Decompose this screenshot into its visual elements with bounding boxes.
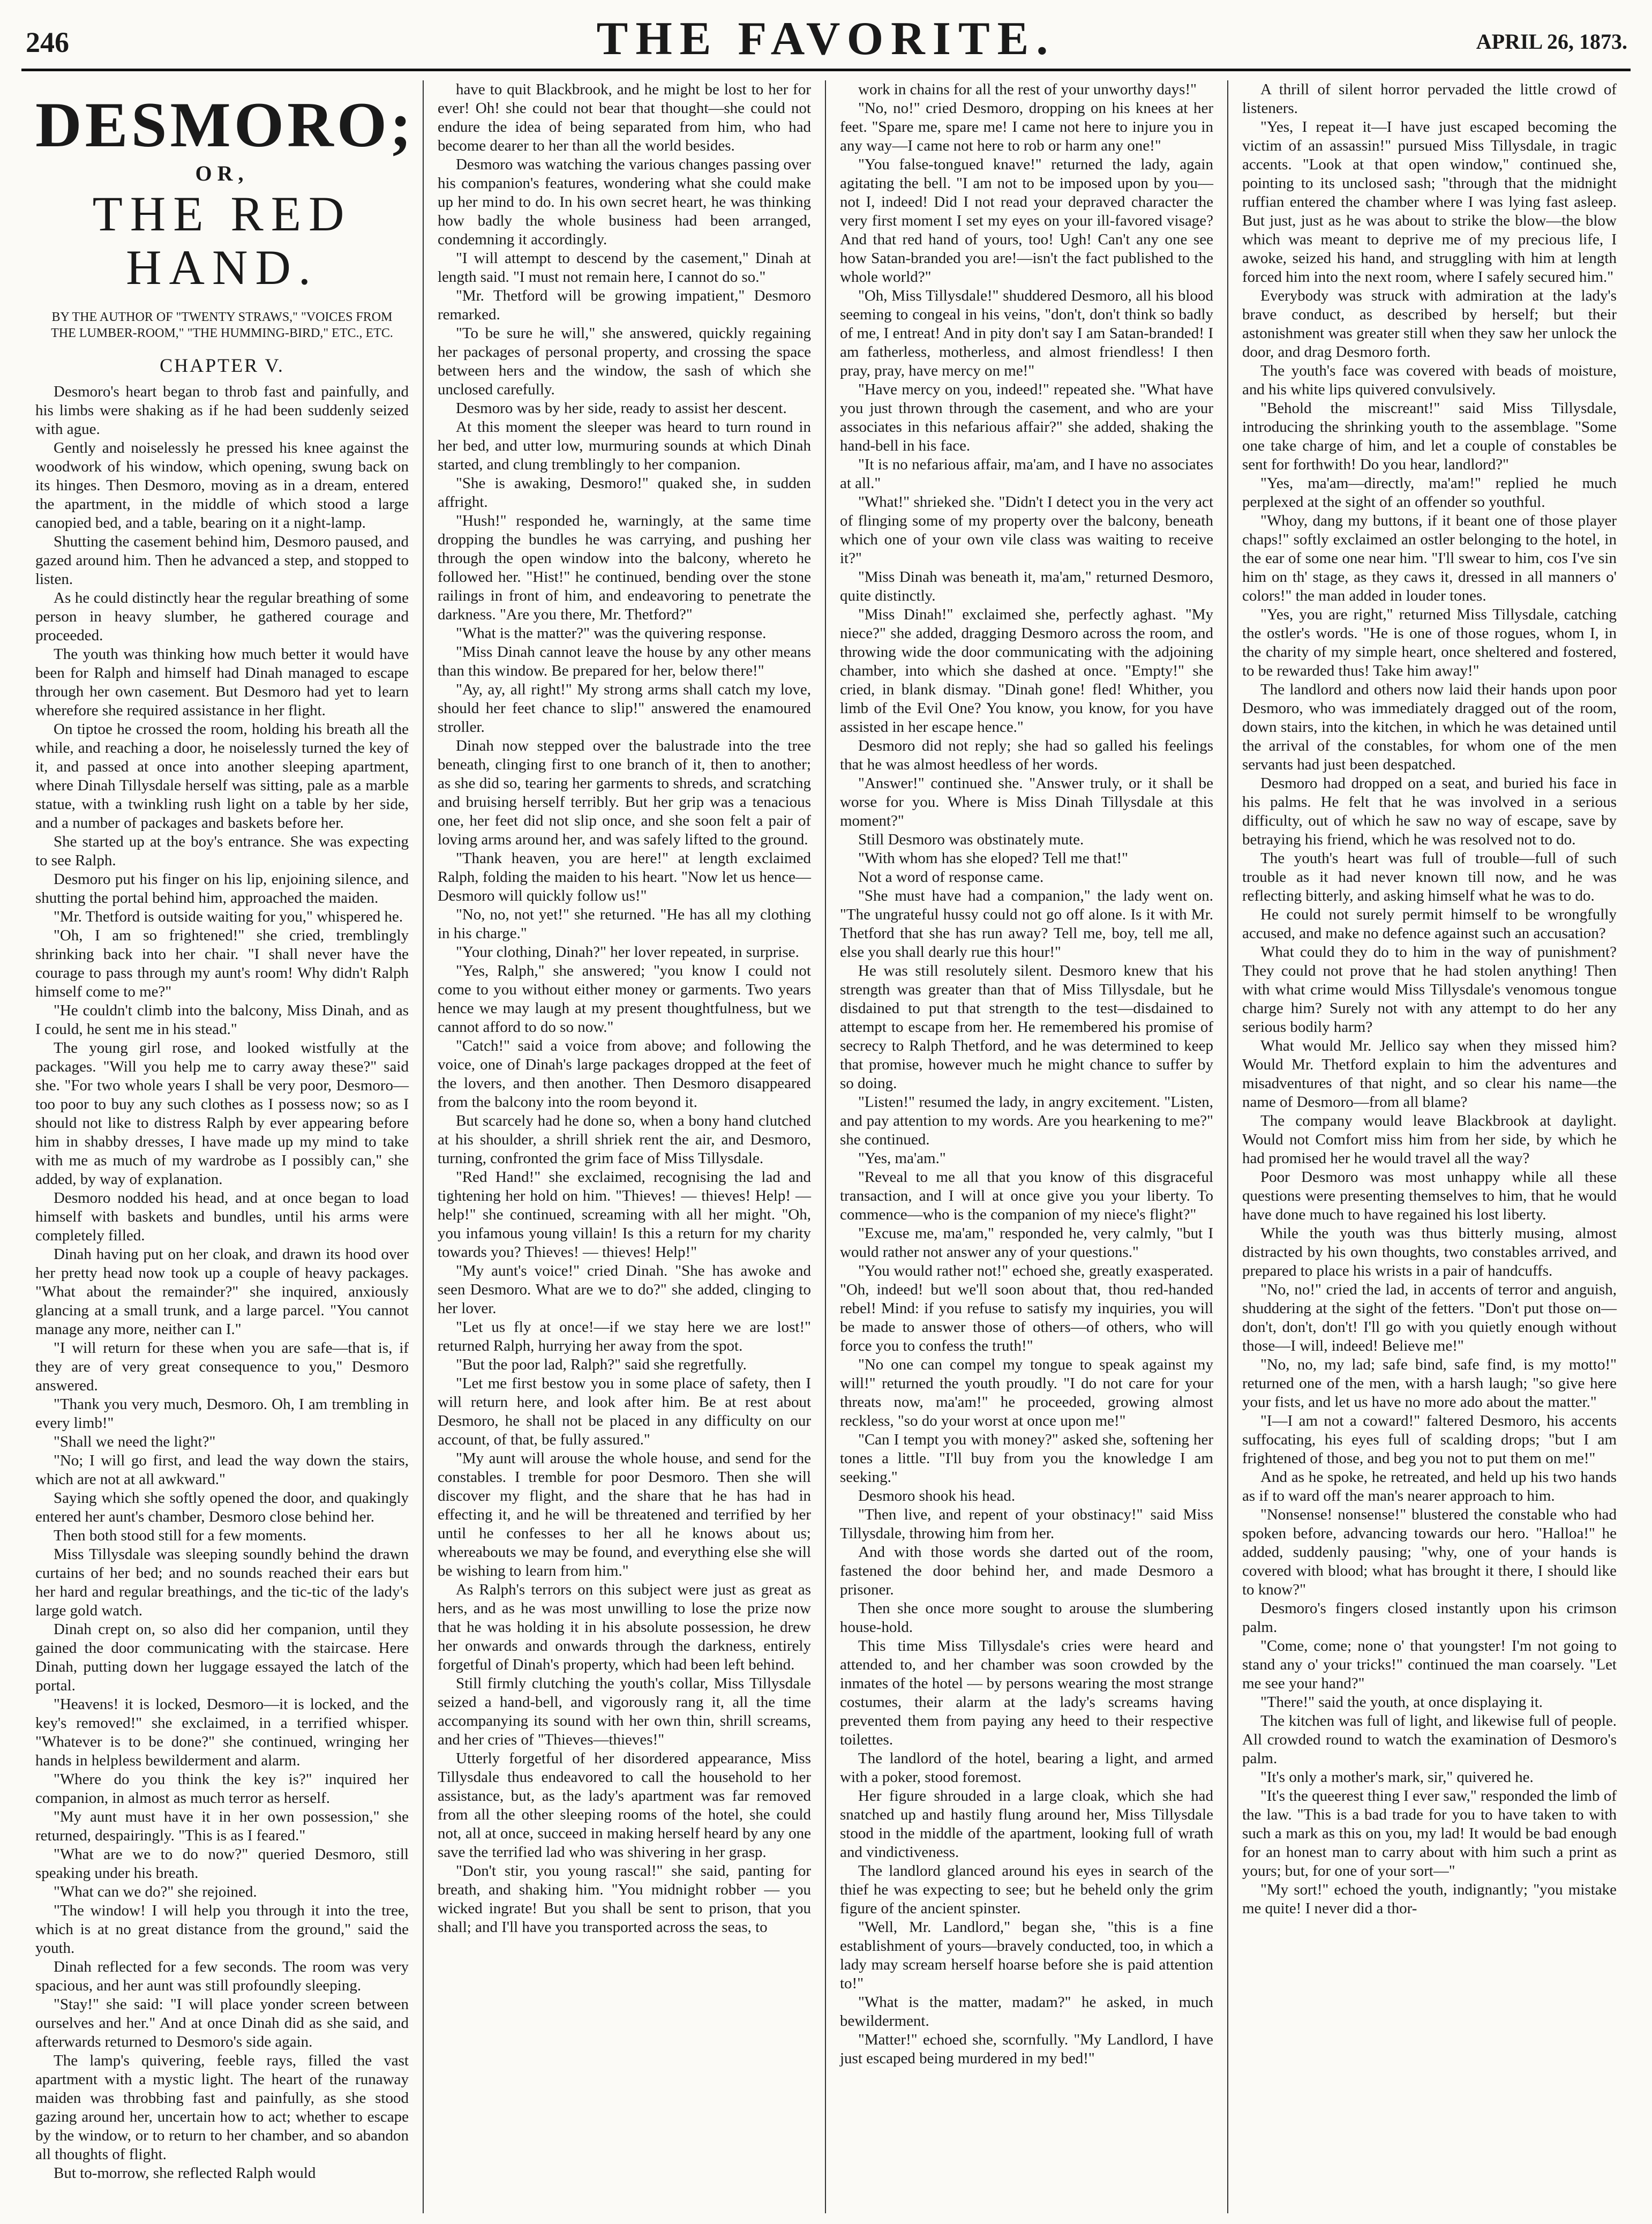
paragraph: On tiptoe he crossed the room, holding his breath all the while, and reaching a door, he noiselessly turned the key of it, and passed at once into another sleeping apartment, where Dinah Tillysdale herself was sitting, pale as a marble statue, with a twinkling rush light on a table by her side, and a number of packages and baskets before her. xyxy=(35,721,409,832)
paragraph: Dinah now stepped over the balustrade into the tree beneath, clinging first to one branch of it, then to another; as she did so, tearing her garments to shreds, and scratching and bruising herself terribly. But her grip was a tenacious one, her feet did not slip once, and she soon felt a pair of loving arms around her, and was safely lifted to the ground. xyxy=(438,737,811,848)
paragraph: "You false-tongued knave!" returned the lady, again agitating the bell. "I am not to be imposed upon by you—not I, indeed! Did I not read your depraved character the very first moment I set my eyes on your ill-favored visage? And that red hand of yours, too! Ugh! Can't any one see how Satan-branded you are!—isn't the fact published to the whole world?" xyxy=(840,156,1213,286)
paragraph: "Let us fly at once!—if we stay here we are lost!" returned Ralph, hurrying her away from the spot. xyxy=(438,1319,811,1354)
story-subtitle: THE RED HAND. xyxy=(92,186,352,295)
paragraph: The youth's face was covered with beads of moisture, and his white lips quivered convulsively. xyxy=(1242,362,1617,398)
masthead: THE FAVORITE. xyxy=(596,13,1056,65)
paragraph: "Come, come; none o' that youngster! I'm not going to stand any o' your tricks!" continued the man coarsely. "Let me see your hand?" xyxy=(1242,1637,1617,1692)
paragraph: But scarcely had he done so, when a bony hand clutched at his shoulder, a shrill shriek rent the air, and Desmoro, turning, confronted the grim face of Miss Tillysdale. xyxy=(438,1112,811,1167)
paragraph: "Thank you very much, Desmoro. Oh, I am trembling in every limb!" xyxy=(35,1396,409,1432)
chapter-heading: CHAPTER V. xyxy=(160,355,284,376)
paragraph: "What can we do?" she rejoined. xyxy=(54,1883,257,1900)
paragraph: "Thank heaven, you are here!" at length exclaimed Ralph, folding the maiden to his heart. "Now let us hence—Desmoro will quickly follow us!" xyxy=(438,850,811,904)
paragraph: "The window! I will help you through it into the tree, which is at no great distance from the ground," said the youth. xyxy=(35,1902,409,1957)
paragraph: "But the poor lad, Ralph?" said she regretfully. xyxy=(456,1356,747,1373)
paragraph: "My sort!" echoed the youth, indignantly; "you mistake me quite! I never did a thor- xyxy=(1242,1881,1617,1917)
paragraph: "Have mercy on you, indeed!" repeated she. "What have you just thrown through the casement, and who are your associates in this nefarious affair?" she added, shaking the hand-bell in his face. xyxy=(840,381,1213,454)
text-columns xyxy=(21,80,1631,2213)
paragraph: "My aunt's voice!" cried Dinah. "She has awoke and seen Desmoro. What are we to do?" she added, clinging to her lover. xyxy=(438,1262,811,1317)
paragraph: Dinah reflected for a few seconds. The room was very spacious, and her aunt was still profoundly sleeping. xyxy=(35,1958,409,1994)
paragraph: Desmoro was by her side, ready to assist her descent. xyxy=(456,400,787,417)
paragraph: "Whoy, dang my buttons, if it beant one of those player chaps!" softly exclaimed an ostler belonging to the hotel, in the ear of some one near him. "I'll swear to him, cos I've sin him on th' stage, as they caws it, dressed in all manners o' colors!" the man added in louder tones. xyxy=(1242,512,1617,604)
paragraph: Not a word of response came. xyxy=(858,868,1044,886)
column-body xyxy=(35,383,409,2183)
paragraph: "Let me first bestow you in some place of safety, then I will return here, and look after him. Be at rest about Desmoro, he shall not be placed in any difficulty on our account, of that, be fully assured." xyxy=(438,1375,811,1448)
paragraph: "What is the matter, madam?" he asked, in much bewilderment. xyxy=(840,1994,1213,2030)
paragraph: She started up at the boy's entrance. She was expecting to see Ralph. xyxy=(35,833,409,869)
paragraph: "Where do you think the key is?" inquired her companion, in almost as much terror as herself. xyxy=(35,1771,409,1807)
paragraph: Desmoro did not reply; she had so galled his feelings that he was almost heedless of her words. xyxy=(840,737,1213,773)
paragraph: Desmoro's heart began to throb fast and painfully, and his limbs were shaking as if he had been suddenly seized with ague. xyxy=(35,383,409,438)
paragraph: "Nonsense! nonsense!" blustered the constable who had spoken before, advancing towards our hero. "Halloa!" he added, suddenly pausing; "why, one of your hands is covered with blood; what has brought it there, I should like to know?" xyxy=(1242,1506,1617,1598)
paragraph: "There!" said the youth, at once displaying it. xyxy=(1260,1694,1543,1711)
paragraph: Desmoro shook his head. xyxy=(858,1487,1016,1504)
paragraph: "My aunt must have it in her own possession," she returned, despairingly. "This is as I feared." xyxy=(35,1808,409,1844)
column-body xyxy=(1242,80,1617,1918)
paragraph: "It's the queerest thing I ever saw," responded the limb of the law. "This is a bad trade for you to have taken to with such a mark as this on you, my lad! It would be bad enough for an honest man to carry about with him such a print as yours; but, for one of your sort—" xyxy=(1242,1787,1617,1879)
paragraph: "Your clothing, Dinah?" her lover repeated, in surprise. xyxy=(456,943,799,961)
paragraph: "My aunt will arouse the whole house, and send for the constables. I tremble for poor Desmoro. Then she will discover my flight, and the share that he has had in effecting it, and he will be threatened and terrified by her until he confesses to her all he knows about us; whereabouts we may be found, and everything else she will be wishing to learn from him." xyxy=(438,1450,811,1579)
paragraph: Dinah having put on her cloak, and drawn its hood over her pretty head now took up a couple of heavy packages. "What about the remainder?" she inquired, anxiously glancing at a small trunk, and a large parcel. "You cannot manage any more, neither can I." xyxy=(35,1246,409,1338)
paragraph: "No, no, my lad; safe bind, safe find, is my motto!" returned one of the men, with a harsh laugh; "so give here your fists, and let us have no more ado about the matter." xyxy=(1242,1356,1617,1411)
paragraph: "Oh, Miss Tillysdale!" shuddered Desmoro, all his blood seeming to congeal in his veins, "don't, don't think so badly of me, I entreat! And in pity don't say I am Satan-branded! I am fatherless, motherless, and almost friendless! I then pray, pray, have mercy on me!" xyxy=(840,287,1213,379)
paragraph: "She must have had a companion," the lady went on. "The ungrateful hussy could not go off alone. Is it with Mr. Thetford that she has run away? Tell me, boy, tell me all, else you shall dearly rue this hour!" xyxy=(840,887,1213,961)
paragraph: Utterly forgetful of her disordered appearance, Miss Tillysdale thus endeavored to call the household to her assistance, but, as the lady's apartment was far removed from all the other sleeping rooms of the hotel, she could not, all at once, succeed in making herself heard by any one save the terrified lad who was shivering in her grasp. xyxy=(438,1750,811,1861)
column-4 xyxy=(1228,80,1631,2213)
paragraph: Desmoro had dropped on a seat, and buried his face in his palms. He felt that he was involved in a serious difficulty, out of which he saw no way of escape, save by betraying his friend, which he was resolved not to do. xyxy=(1242,775,1617,848)
paragraph: What could they do to him in the way of punishment? They could not prove that he had stolen anything! Then with what crime would Miss Tillysdale's venomous tongue charge him? Surely not with any attempt to do her any serious bodily harm? xyxy=(1242,943,1617,1036)
paragraph: "No one can compel my tongue to speak against my will!" returned the youth proudly. "I do not care for your threats now, ma'am!" he proceeded, growing almost reckless, "so do your worst at once upon me!" xyxy=(840,1356,1213,1429)
paragraph: Poor Desmoro was most unhappy while all these questions were presenting themselves to him, that he would have done much to have regained his lost liberty. xyxy=(1242,1169,1617,1223)
paragraph: "Red Hand!" she exclaimed, recognising the lad and tightening her hold on him. "Thieves! — thieves! Help! — help!" she continued, screaming with all her might. "Oh, you infamous young villain! Is this a return for my charity towards you? Thieves! — thieves! Help!" xyxy=(438,1169,811,1261)
paragraph: Still Desmoro was obstinately mute. xyxy=(858,831,1084,848)
paragraph: "I—I am not a coward!" faltered Desmoro, his accents suffocating, his eyes full of scalding drops; "but I am frightened of those, and beg you not to put them on me!" xyxy=(1242,1412,1617,1467)
paragraph: "With whom has she eloped? Tell me that!" xyxy=(858,850,1128,867)
page-header xyxy=(21,10,1631,71)
paragraph: "Can I tempt you with money?" asked she, softening her tones a little. "I'll buy from you the knowledge I am seeking." xyxy=(840,1431,1213,1486)
paragraph: The youth's heart was full of trouble—full of such trouble as it had never known till now, and he was reflecting bitterly, and asking himself what he was to do. xyxy=(1242,850,1617,904)
paragraph: work in chains for all the rest of your unworthy days!" xyxy=(858,81,1197,98)
paragraph: Desmoro put his finger on his lip, enjoining silence, and shutting the portal behind him, approached the maiden. xyxy=(35,871,409,907)
story-title-block xyxy=(35,89,415,295)
paragraph: The young girl rose, and looked wistfully at the packages. "Will you help me to carry away these?" said she. "For two whole years I shall be very poor, Desmoro—too poor to buy any such clothes as I possess now; so as I should not like to distress Ralph by ever appearing before him in shabby dresses, I have made up my mind to take with me as much of my wardrobe as I possibly can," she added, by way of explanation. xyxy=(35,1039,409,1188)
paragraph: "It's only a mother's mark, sir," quivered he. xyxy=(1260,1769,1534,1786)
paragraph: "Heavens! it is locked, Desmoro—it is locked, and the key's removed!" she exclaimed, in a terrified whisper. "Whatever is to be done?" she continued, wringing her hands in helpless bewilderment and alarm. xyxy=(35,1696,409,1769)
paragraph: "You would rather not!" echoed she, greatly exasperated. "Oh, indeed! but we'll soon about that, thou red-handed rebel! Mind: if you refuse to satisfy my inquiries, you will be made to answer those of others—of others, who will force you to confess the truth!" xyxy=(840,1262,1213,1354)
paragraph: "Oh, I am so frightened!" she cried, tremblingly shrinking back into her chair. "I shall never have the courage to pass through my aunt's room! Why didn't Ralph himself come to me?" xyxy=(35,927,409,1000)
paragraph: "Miss Dinah was beneath it, ma'am," returned Desmoro, quite distinctly. xyxy=(840,568,1213,604)
paragraph: Miss Tillysdale was sleeping soundly behind the drawn curtains of her bed; and no sounds reached their ears but her hard and regular breathings, and the tic-tic of the lady's large gold watch. xyxy=(35,1546,409,1619)
page-number: 246 xyxy=(26,26,69,58)
paragraph: have to quit Blackbrook, and he might be lost to her for ever! Oh! she could not bear that thought—she could not endure the idea of being separated from him, who had become dearer to her than all the world besides. xyxy=(438,81,811,154)
paragraph: "Then live, and repent of your obstinacy!" said Miss Tillysdale, throwing him from her. xyxy=(840,1506,1213,1542)
paragraph: As he could distinctly hear the regular breathing of some person in heavy slumber, he gathered courage and proceeded. xyxy=(35,589,409,644)
paragraph: "Listen!" resumed the lady, in angry excitement. "Listen, and pay attention to my words. Are you hearkening to me?" she continued. xyxy=(840,1094,1213,1148)
paragraph: "No; I will go first, and lead the way down the stairs, which are not at all awkward." xyxy=(35,1452,409,1488)
paragraph: The company would leave Blackbrook at daylight. Would not Comfort miss him from her side, by which he had promised her he would travel all the way? xyxy=(1242,1112,1617,1167)
column-3 xyxy=(826,80,1228,2213)
paragraph: "Miss Dinah cannot leave the house by any other means than this window. Be prepared for her, below there!" xyxy=(438,643,811,679)
paragraph: "Shall we need the light?" xyxy=(54,1433,216,1450)
paragraph: "No, no, not yet!" she returned. "He has all my clothing in his charge." xyxy=(438,906,811,942)
paragraph: "Catch!" said a voice from above; and following the voice, one of Dinah's large packages dropped at the feet of the lovers, and then another. Then Desmoro disappeared from the balcony into the room beyond it. xyxy=(438,1037,811,1111)
paragraph: The kitchen was full of light, and likewise full of people. All crowded round to watch the examination of Desmoro's palm. xyxy=(1242,1712,1617,1767)
paragraph: Then both stood still for a few moments. xyxy=(54,1527,306,1544)
paragraph: Her figure shrouded in a large cloak, which she had snatched up and hastily flung around her, Miss Tillysdale stood in the middle of the apartment, looking full of wrath and vindictiveness. xyxy=(840,1787,1213,1861)
paragraph: "Yes, Ralph," she answered; "you know I could not come to you without either money or garments. Two years hence we may laugh at my present thoughtfulness, but we cannot afford to do so now." xyxy=(438,962,811,1036)
column-body xyxy=(438,80,811,1937)
paragraph: "Yes, ma'am—directly, ma'am!" replied he much perplexed at the sight of an offender so youthful. xyxy=(1242,475,1617,511)
column-1 xyxy=(21,80,424,2213)
paragraph: The landlord and others now laid their hands upon poor Desmoro, who was immediately dragged out of the room, down stairs, into the kitchen, in which he was detained until the arrival of the constables, for whom one of the men servants had just been despatched. xyxy=(1242,681,1617,773)
paragraph: And with those words she darted out of the room, fastened the door behind her, and made Desmoro a prisoner. xyxy=(840,1544,1213,1598)
paragraph: While the youth was thus bitterly musing, almost distracted by his own thoughts, two constables arrived, and prepared to place his wrists in a pair of handcuffs. xyxy=(1242,1225,1617,1279)
paragraph: The landlord of the hotel, bearing a light, and armed with a poker, stood foremost. xyxy=(840,1750,1213,1786)
paragraph: The landlord glanced around his eyes in search of the thief he was expecting to see; but he beheld only the grim figure of the ancient spinster. xyxy=(840,1862,1213,1917)
paragraph: Still firmly clutching the youth's collar, Miss Tillysdale seized a hand-bell, and vigorously rang it, all the time accompanying its sound with her own thin, shrill screams, and her cries of "Thieves—thieves!" xyxy=(438,1675,811,1748)
paragraph: "Don't stir, you young rascal!" she said, panting for breath, and shaking him. "You midnight robber — you wicked ingrate! But you shall be sent to prison, that you shall; and I'll have you transported across the seas, to xyxy=(438,1862,811,1936)
paragraph: At this moment the sleeper was heard to turn round in her bed, and utter low, murmuring sounds at which Dinah started, and clung tremblingly to her companion. xyxy=(438,418,811,473)
paragraph: "Matter!" echoed she, scornfully. "My Landlord, I have just escaped being murdered in my bed!" xyxy=(840,2031,1213,2067)
paragraph: "Yes, you are right," returned Miss Tillysdale, catching the ostler's words. "He is one of those rogues, whom I, in the charity of my simple heart, once sheltered and fostered, to be rewarded thus! Take him away!" xyxy=(1242,606,1617,679)
paragraph: "Answer!" continued she. "Answer truly, or it shall be worse for you. Where is Miss Dinah Tillysdale at this moment?" xyxy=(840,775,1213,829)
paragraph: "I will attempt to descend by the casement," Dinah at length said. "I must not remain here, I cannot do so." xyxy=(438,250,811,286)
paragraph: Gently and noiselessly he pressed his knee against the woodwork of his window, which opening, swung back on its hinges. Then Desmoro, moving as in a dream, entered the apartment, in the middle of which stood a large canopied bed, and a table, bearing on it a night-lamp. xyxy=(35,439,409,531)
paragraph: "No, no!" cried the lad, in accents of terror and anguish, shuddering at the sight of the fetters. "Don't put those on—don't, don't, don't! I'll go with you quietly enough without those—I will, indeed! Believe me!" xyxy=(1242,1281,1617,1354)
paragraph: "To be sure he will," she answered, quickly regaining her packages of personal property, and crossing the space between hers and the window, the sash of which she unclosed carefully. xyxy=(438,325,811,398)
paragraph: "Mr. Thetford is outside waiting for you," whispered he. xyxy=(54,908,403,925)
paragraph: Dinah crept on, so also did her companion, until they gained the door communicating with the staircase. Here Dinah, putting down her luggage essayed the latch of the portal. xyxy=(35,1621,409,1694)
paragraph: "What is the matter?" was the quivering response. xyxy=(456,625,767,642)
paragraph: "I will return for these when you are safe—that is, if they are of very great consequence to you," Desmoro answered. xyxy=(35,1339,409,1394)
issue-date: APRIL 26, 1873. xyxy=(1476,29,1627,54)
paragraph: The youth was thinking how much better it would have been for Ralph and himself had Dinah managed to escape through her own casement. But Desmoro had yet to learn wherefore she required assistance in her flight. xyxy=(35,646,409,719)
paragraph: But to-morrow, she reflected Ralph would xyxy=(54,2165,316,2182)
story-byline: BY THE AUTHOR OF "TWENTY STRAWS," "VOICES FROM THE LUMBER-ROOM," "THE HUMMING-BIRD," ETC., ETC. xyxy=(51,310,393,340)
paragraph: "Stay!" she said: "I will place yonder screen between ourselves and her." And at once Dinah did as she said, and afterwards returned to Desmoro's side again. xyxy=(35,1996,409,2050)
story-or: OR, xyxy=(195,161,249,185)
paragraph: "It is no nefarious affair, ma'am, and I have no associates at all." xyxy=(840,456,1213,492)
story-title: DESMORO; xyxy=(35,89,415,160)
paragraph: "Yes, I repeat it—I have just escaped becoming the victim of an assassin!" pursued Miss Tillysdale, in tragic accents. "Look at that open window," continued she, pointing to its unclosed sash; "through that the midnight ruffian entered the chamber where I was lying fast asleep. But just, just as he was about to strike the blow—the blow which was meant to deprive me of my precious life, I awoke, seized his hand, and struggling with him at length forced him into the next room, where I safely secured him." xyxy=(1242,118,1617,286)
paragraph: Desmoro nodded his head, and at once began to load himself with baskets and bundles, until his arms were completely filled. xyxy=(35,1189,409,1244)
paragraph: The lamp's quivering, feeble rays, filled the vast apartment with a mystic light. The heart of the runaway maiden was throbbing fast and painfully, as she stood gazing around her, uncertain how to act; whether to escape by the window, or to return to her chamber, and so abandon all thoughts of flight. xyxy=(35,2052,409,2163)
column-2 xyxy=(424,80,826,2213)
paragraph: "No, no!" cried Desmoro, dropping on his knees at her feet. "Spare me, spare me! I came not here to injure you in any way—I came not here to rob or harm any one!" xyxy=(840,100,1213,154)
paragraph: "Ay, ay, all right!" My strong arms shall catch my love, should her feet chance to slip!" answered the enamoured stroller. xyxy=(438,681,811,736)
paragraph: "He couldn't climb into the balcony, Miss Dinah, and as I could, he sent me in his stead." xyxy=(35,1002,409,1038)
column-body xyxy=(840,80,1213,2068)
paragraph: What would Mr. Jellico say when they missed him? Would Mr. Thetford explain to him the adventures and misadventures of that night, and so clear his name—the name of Desmoro—from all blame? xyxy=(1242,1037,1617,1111)
paragraph: Then she once more sought to arouse the slumbering house-hold. xyxy=(840,1600,1213,1636)
paragraph: Everybody was struck with admiration at the lady's brave conduct, as described by herself; but their astonishment was greater still when they saw her unlock the door, and drag Desmoro forth. xyxy=(1242,287,1617,361)
paragraph: This time Miss Tillysdale's cries were heard and attended to, and her chamber was soon crowded by the inmates of the hotel — by persons wearing the most strange costumes, their alarm at the lady's screams having prevented them from paying any heed to their respective toilettes. xyxy=(840,1637,1213,1748)
paragraph: "Hush!" responded he, warningly, at the same time dropping the bundles he was carrying, and pushing her through the open window into the balcony, whereto he followed her. "Hist!" he continued, bending over the stone railings in front of him, and endeavoring to penetrate the darkness. "Are you there, Mr. Thetford?" xyxy=(438,512,811,623)
paragraph: "Excuse me, ma'am," responded he, very calmly, "but I would rather not answer any of your questions." xyxy=(840,1225,1213,1261)
paragraph: And as he spoke, he retreated, and held up his two hands as if to ward off the man's nearer approach to him. xyxy=(1242,1469,1617,1504)
paragraph: A thrill of silent horror pervaded the little crowd of listeners. xyxy=(1242,81,1617,117)
paragraph: "What!" shrieked she. "Didn't I detect you in the very act of flinging some of my property over the balcony, beneath which one of your own vile class was waiting to receive it?" xyxy=(840,493,1213,567)
paragraph: "Behold the miscreant!" said Miss Tillysdale, introducing the shrinking youth to the assemblage. "Some one take charge of him, and let a couple of constables be sent for forthwith! Do you hear, landlord?" xyxy=(1242,400,1617,473)
paragraph: Saying which she softly opened the door, and quakingly entered her aunt's chamber, Desmoro close behind her. xyxy=(35,1489,409,1525)
paragraph: Desmoro's fingers closed instantly upon his crimson palm. xyxy=(1242,1600,1617,1636)
paragraph: "She is awaking, Desmoro!" quaked she, in sudden affright. xyxy=(438,475,811,511)
paragraph: "Well, Mr. Landlord," began she, "this is a fine establishment of yours—bravely conducted, too, in which a lady may scream herself hoarse before she is paid attention to!" xyxy=(840,1919,1213,1992)
paragraph: Shutting the casement behind him, Desmoro paused, and gazed around him. Then he advanced a step, and stopped to listen. xyxy=(35,533,409,588)
paragraph: "Miss Dinah!" exclaimed she, perfectly aghast. "My niece?" she added, dragging Desmoro across the room, and throwing wide the door communicating with the adjoining chamber, into which she dashed at once. "Empty!" she cried, in blank dismay. "Dinah gone! fled! Whither, you limb of the Evil One? You know, you know, for you have assisted in her escape hence." xyxy=(840,606,1213,736)
paragraph: As Ralph's terrors on this subject were just as great as hers, and as he was most unwilling to lose the prize now that he was holding it in his absolute possession, he drew her onwards and onwards through the darkness, entirely forgetful of Dinah's property, which had been left behind. xyxy=(438,1581,811,1673)
paragraph: Desmoro was watching the various changes passing over his companion's features, wondering what she could make up her mind to do. In his own secret heart, he was thinking how badly the whole business had been arranged, condemning it accordingly. xyxy=(438,156,811,248)
paragraph: "Mr. Thetford will be growing impatient," Desmoro remarked. xyxy=(438,287,811,323)
paragraph: He was still resolutely silent. Desmoro knew that his strength was greater than that of Miss Tillysdale, but he disdained to put that strength to the test—disdained to attempt to escape from her. He remembered his promise of secrecy to Ralph Thetford, and he was determined to keep that promise, however much he might chance to suffer by so doing. xyxy=(840,962,1213,1092)
paragraph: "What are we to do now?" queried Desmoro, still speaking under his breath. xyxy=(35,1846,409,1882)
paragraph: "Yes, ma'am." xyxy=(858,1150,946,1167)
paragraph: He could not surely permit himself to be wrongfully accused, and make no defence against such an accusation? xyxy=(1242,906,1617,942)
paragraph: "Reveal to me all that you know of this disgraceful transaction, and I will at once give you your liberty. To commence—who is the companion of my niece's flight?" xyxy=(840,1169,1213,1223)
